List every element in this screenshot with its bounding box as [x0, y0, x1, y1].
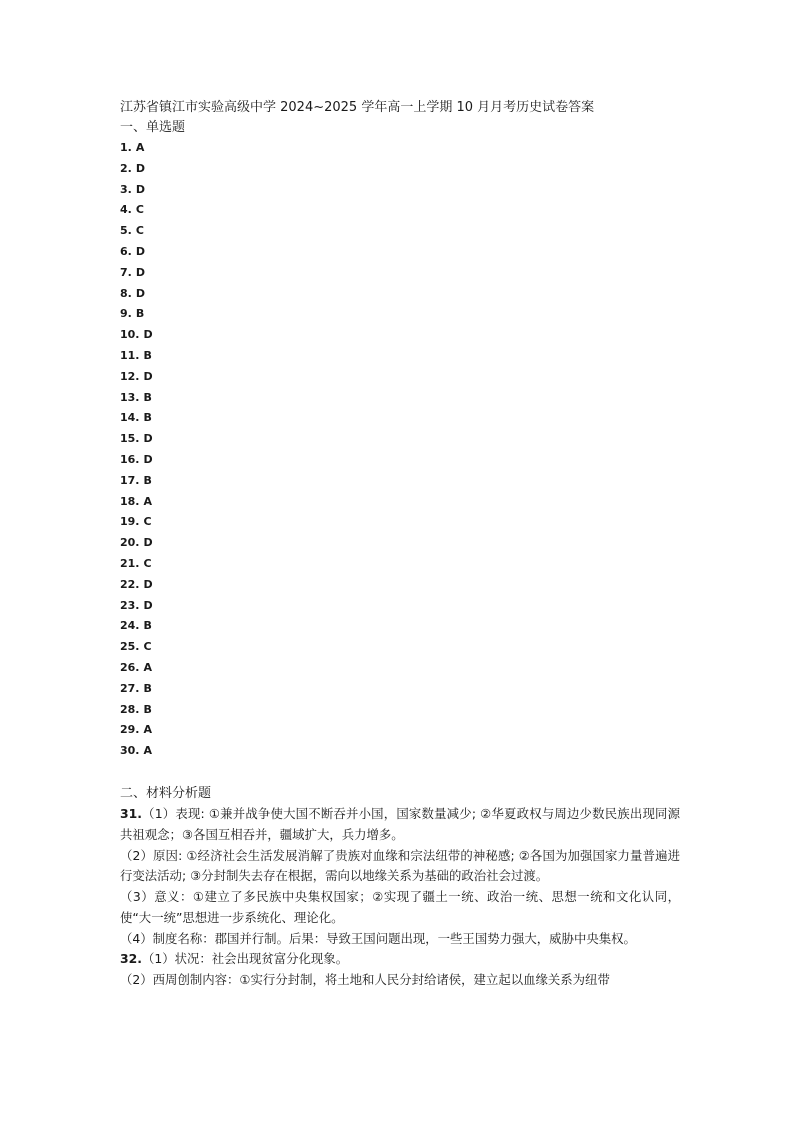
answer-number: 16. [120, 452, 140, 466]
answer-row [120, 554, 680, 575]
answer-number: 11. [120, 348, 140, 362]
answer-choice: D [143, 432, 153, 446]
answer-row [120, 242, 680, 263]
answer-choice: B [143, 473, 152, 487]
answer-choice: A [143, 494, 153, 508]
answer-row [120, 741, 680, 762]
answer-row [120, 138, 680, 159]
answer-number: 8. [120, 286, 132, 300]
answer-row [120, 304, 680, 325]
answer-choice: D [143, 328, 153, 342]
answer-choice: C [143, 515, 152, 529]
answer-choice: D [135, 182, 145, 196]
answer-number: 4. [120, 203, 132, 217]
answer-choice: D [143, 452, 153, 466]
answer-number: 27. [120, 681, 140, 695]
answer-number: 10. [120, 328, 140, 342]
analysis-paragraph [120, 846, 680, 888]
answer-row [120, 346, 680, 367]
answer-number: 30. [120, 744, 140, 758]
answer-choice: B [143, 702, 152, 716]
answer-row [120, 429, 680, 450]
answer-choice: B [143, 681, 152, 695]
section-heading-single-choice: 一、单选题 [120, 120, 186, 135]
answer-number: 5. [120, 224, 132, 238]
answer-row [120, 616, 680, 637]
analysis-paragraph [120, 949, 680, 970]
answer-number: 6. [120, 244, 132, 258]
answer-row [120, 471, 680, 492]
answer-row [120, 637, 680, 658]
answer-choice: C [135, 203, 144, 217]
answer-row [120, 575, 680, 596]
answer-number: 15. [120, 432, 140, 446]
answer-row [120, 221, 680, 242]
analysis-paragraph [120, 929, 680, 950]
answer-row [120, 450, 680, 471]
analysis-paragraph [120, 970, 680, 991]
answer-row [120, 700, 680, 721]
answer-choice: D [135, 265, 145, 279]
answer-number: 24. [120, 619, 140, 633]
answer-choice: D [143, 369, 153, 383]
answer-number: 22. [120, 577, 140, 591]
answer-number: 25. [120, 640, 140, 654]
answer-row [120, 159, 680, 180]
answer-number: 2. [120, 161, 132, 175]
analysis-paragraph [120, 887, 680, 929]
answer-number: 23. [120, 598, 140, 612]
answer-row [120, 512, 680, 533]
answer-choice: B [143, 390, 152, 404]
answer-row [120, 200, 680, 221]
answer-row [120, 658, 680, 679]
answer-number: 20. [120, 536, 140, 550]
analysis-text: （4）制度名称：郡国并行制。后果：导致王国问题出现，一些王国势力强大，威胁中央集权。 [120, 930, 636, 946]
answer-number: 29. [120, 723, 140, 737]
analysis-text: （2）原因: ①经济社会生活发展消解了贵族对血缘和宗法纽带的神秘感; ②各国为加强国家力量普遍进行变法活动; ③分封制失去存在根据，需向以地缘关系为基础的政治社会过渡。 [120, 847, 680, 884]
answer-number: 28. [120, 702, 140, 716]
answer-choice: B [135, 307, 145, 321]
answer-row [120, 596, 680, 617]
answer-row [120, 180, 680, 201]
analysis-text: （2）西周创制内容：①实行分封制，将土地和人民分封给诸侯，建立起以血缘关系为纽带 [120, 972, 610, 988]
answer-row [120, 492, 680, 513]
answer-number: 14. [120, 411, 140, 425]
analysis-text: （1）状况：社会出现贫富分化现象。 [141, 951, 349, 967]
answer-choice: A [143, 723, 153, 737]
material-analysis-answers [120, 804, 680, 991]
answer-choice: D [135, 286, 145, 300]
answer-row [120, 284, 680, 305]
answer-number: 19. [120, 515, 140, 529]
answer-row [120, 325, 680, 346]
answer-choice: C [143, 640, 152, 654]
answer-choice: D [135, 244, 145, 258]
section-heading-material-analysis: 二、材料分析题 [120, 785, 212, 801]
answer-row [120, 367, 680, 388]
answer-number: 9. [120, 307, 132, 321]
document-title: 江苏省镇江市实验高级中学 2024~2025 学年高一上学期 10 月月考历史试卷答案 [120, 100, 595, 115]
answer-list [120, 138, 680, 762]
answer-choice: D [135, 161, 145, 175]
answer-number: 17. [120, 473, 140, 487]
answer-choice: B [143, 619, 152, 633]
answer-choice: C [135, 224, 144, 238]
answer-choice: A [135, 141, 145, 154]
answer-choice: A [143, 744, 153, 758]
analysis-paragraph [120, 804, 680, 846]
answer-row [120, 263, 680, 284]
answer-number: 1. [120, 141, 132, 154]
answer-choice: A [143, 660, 153, 674]
answer-choice: C [143, 556, 152, 570]
analysis-text: （1）表现: ①兼并战争使大国不断吞并小国，国家数量减少; ②华夏政权与周边少数民族出现同源共祖观念；③各国互相吞并，疆域扩大，兵力增多。 [120, 805, 680, 842]
answer-choice: B [143, 411, 152, 425]
analysis-text: （3）意义：①建立了多民族中央集权国家；②实现了疆土一统、政治一统、思想一统和文化认同，使“大一统”思想进一步系统化、理论化。 [120, 889, 680, 925]
answer-document [120, 98, 680, 991]
answer-number: 26. [120, 660, 140, 674]
answer-number: 21. [120, 556, 140, 570]
answer-number: 7. [120, 265, 132, 279]
answer-number: 18. [120, 494, 140, 508]
answer-choice: D [143, 536, 153, 550]
question-number: 32. [120, 951, 142, 967]
answer-choice: D [143, 598, 153, 612]
answer-choice: B [143, 348, 152, 362]
answer-number: 3. [120, 182, 132, 196]
answer-choice: D [143, 577, 153, 591]
answer-row [120, 408, 680, 429]
answer-row [120, 533, 680, 554]
answer-row [120, 388, 680, 409]
answer-number: 12. [120, 369, 140, 383]
answer-number: 13. [120, 390, 140, 404]
answer-row [120, 720, 680, 741]
answer-row [120, 679, 680, 700]
question-number: 31. [120, 805, 142, 821]
